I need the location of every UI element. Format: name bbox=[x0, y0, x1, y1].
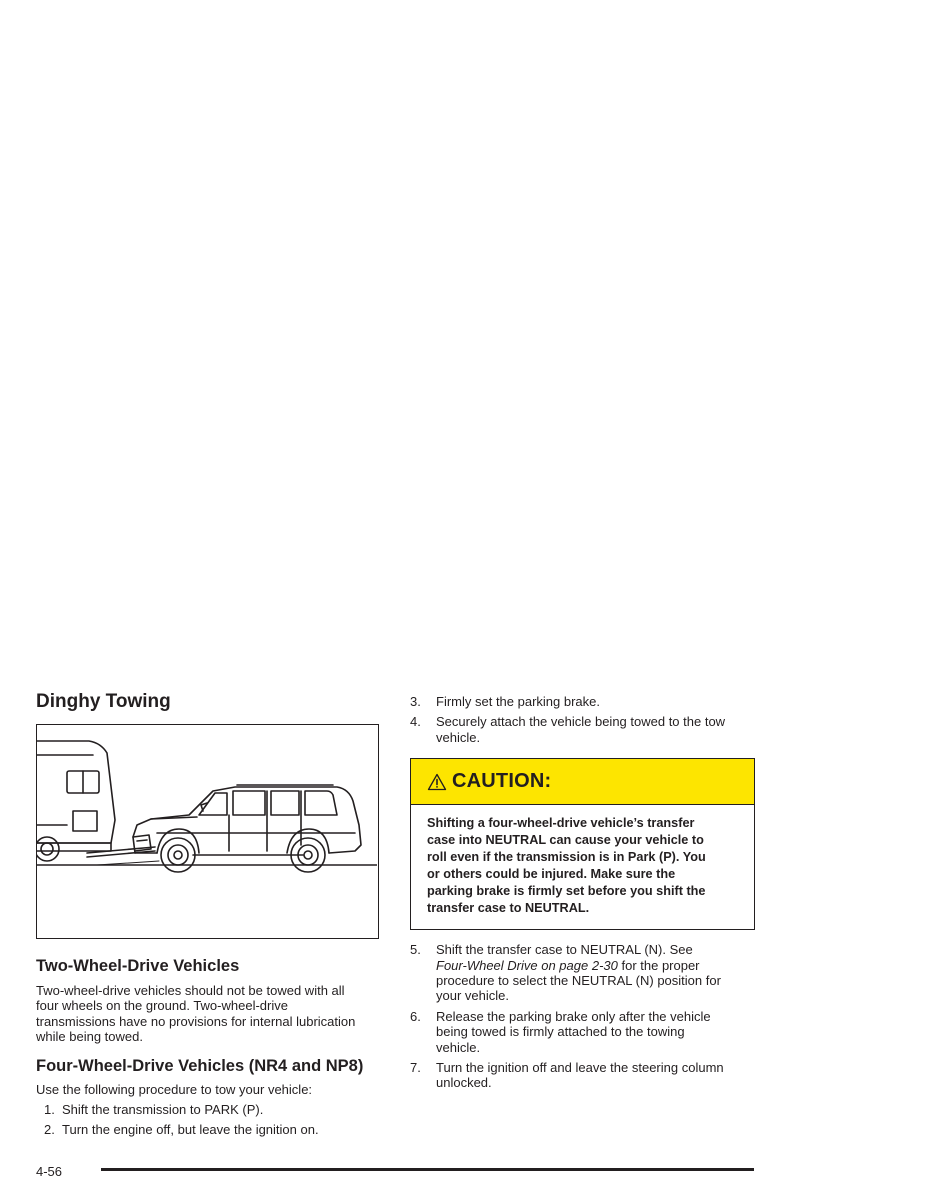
step-text bbox=[436, 694, 755, 709]
step-text bbox=[436, 714, 755, 745]
step-number: 7. bbox=[410, 1060, 421, 1076]
step-number: 4. bbox=[410, 714, 421, 730]
heading-four-wheel-drive: Four-Wheel-Drive Vehicles (NR4 and NP8) bbox=[36, 1056, 364, 1075]
step-text bbox=[436, 942, 755, 1004]
caution-text bbox=[411, 805, 754, 929]
step-text: Turn the engine off, but leave the ignition on. bbox=[62, 1122, 319, 1138]
step-line: your vehicle. bbox=[436, 988, 509, 1004]
step-line-rest: for the proper bbox=[617, 957, 700, 973]
caution-line: Shifting a four-wheel-drive vehicle’s transfer bbox=[427, 816, 695, 831]
step-number: 2. bbox=[44, 1122, 55, 1138]
left-column bbox=[36, 690, 381, 1138]
caution-line: or others could be injured. Make sure the bbox=[427, 867, 676, 882]
step-line: vehicle. bbox=[436, 1039, 481, 1055]
step-text bbox=[436, 1060, 755, 1091]
step-number: 6. bbox=[410, 1008, 421, 1024]
step-line: being towed is firmly attached to the towing bbox=[436, 1024, 685, 1040]
right-column bbox=[410, 694, 755, 1091]
dinghy-towing-illustration bbox=[36, 724, 379, 939]
step-line: Firmly set the parking brake. bbox=[436, 694, 601, 709]
step-line: unlocked. bbox=[436, 1075, 492, 1091]
step-line: Release the parking brake only after the vehicle bbox=[436, 1008, 711, 1024]
paragraph-line: Two-wheel-drive vehicles should not be towed with all bbox=[36, 983, 345, 998]
list-item bbox=[410, 714, 755, 745]
step-line bbox=[436, 958, 755, 973]
procedure-steps-1-2 bbox=[36, 1102, 381, 1138]
caution-line: case into NEUTRAL can cause your vehicle to bbox=[427, 833, 704, 848]
step-line: Securely attach the vehicle being towed to the tow bbox=[436, 714, 726, 730]
motorhome-towing-suv-drawing bbox=[37, 725, 377, 937]
step-line: Turn the ignition off and leave the steering column bbox=[436, 1060, 724, 1076]
caution-label: CAUTION: bbox=[452, 770, 552, 793]
list-item bbox=[36, 1122, 381, 1137]
footer-rule bbox=[101, 1168, 754, 1171]
list-item bbox=[410, 694, 755, 709]
step-line: Shift the transfer case to NEUTRAL (N). See bbox=[436, 942, 693, 958]
step-text bbox=[436, 1009, 755, 1055]
warning-triangle-icon bbox=[427, 773, 447, 791]
heading-two-wheel-drive: Two-Wheel-Drive Vehicles bbox=[36, 957, 240, 975]
paragraph-line: transmissions have no provisions for internal lubrication bbox=[36, 1013, 356, 1029]
step-line: vehicle. bbox=[436, 729, 481, 745]
paragraph-line: four wheels on the ground. Two-wheel-drive bbox=[36, 998, 288, 1014]
step-line: procedure to select the NEUTRAL (N) position for bbox=[436, 973, 721, 989]
list-item bbox=[410, 1009, 755, 1055]
step-number: 5. bbox=[410, 942, 421, 958]
step-number: 1. bbox=[44, 1102, 55, 1118]
procedure-steps-5-7 bbox=[410, 942, 755, 1091]
caution-header bbox=[411, 759, 754, 805]
caution-line: parking brake is firmly set before you shift the bbox=[427, 884, 706, 899]
section-title-dinghy-towing: Dinghy Towing bbox=[36, 691, 171, 712]
list-item bbox=[410, 942, 755, 1004]
step-text: Shift the transmission to PARK (P). bbox=[62, 1102, 264, 1118]
two-wheel-drive-paragraph bbox=[36, 983, 381, 1045]
caution-line: transfer case to NEUTRAL. bbox=[427, 901, 590, 916]
list-item bbox=[36, 1102, 381, 1117]
paragraph-line: while being towed. bbox=[36, 1029, 143, 1045]
page-number: 4-56 bbox=[36, 1164, 63, 1179]
page-reference-link[interactable]: Four-Wheel Drive on page 2-30 bbox=[436, 957, 618, 973]
step-number: 3. bbox=[410, 694, 421, 709]
caution-box bbox=[410, 758, 755, 930]
four-wheel-drive-intro: Use the following procedure to tow your vehicle: bbox=[36, 1081, 313, 1097]
caution-line: roll even if the transmission is in Park (P). You bbox=[427, 850, 706, 865]
procedure-steps-3-4 bbox=[410, 694, 755, 745]
list-item bbox=[410, 1060, 755, 1091]
